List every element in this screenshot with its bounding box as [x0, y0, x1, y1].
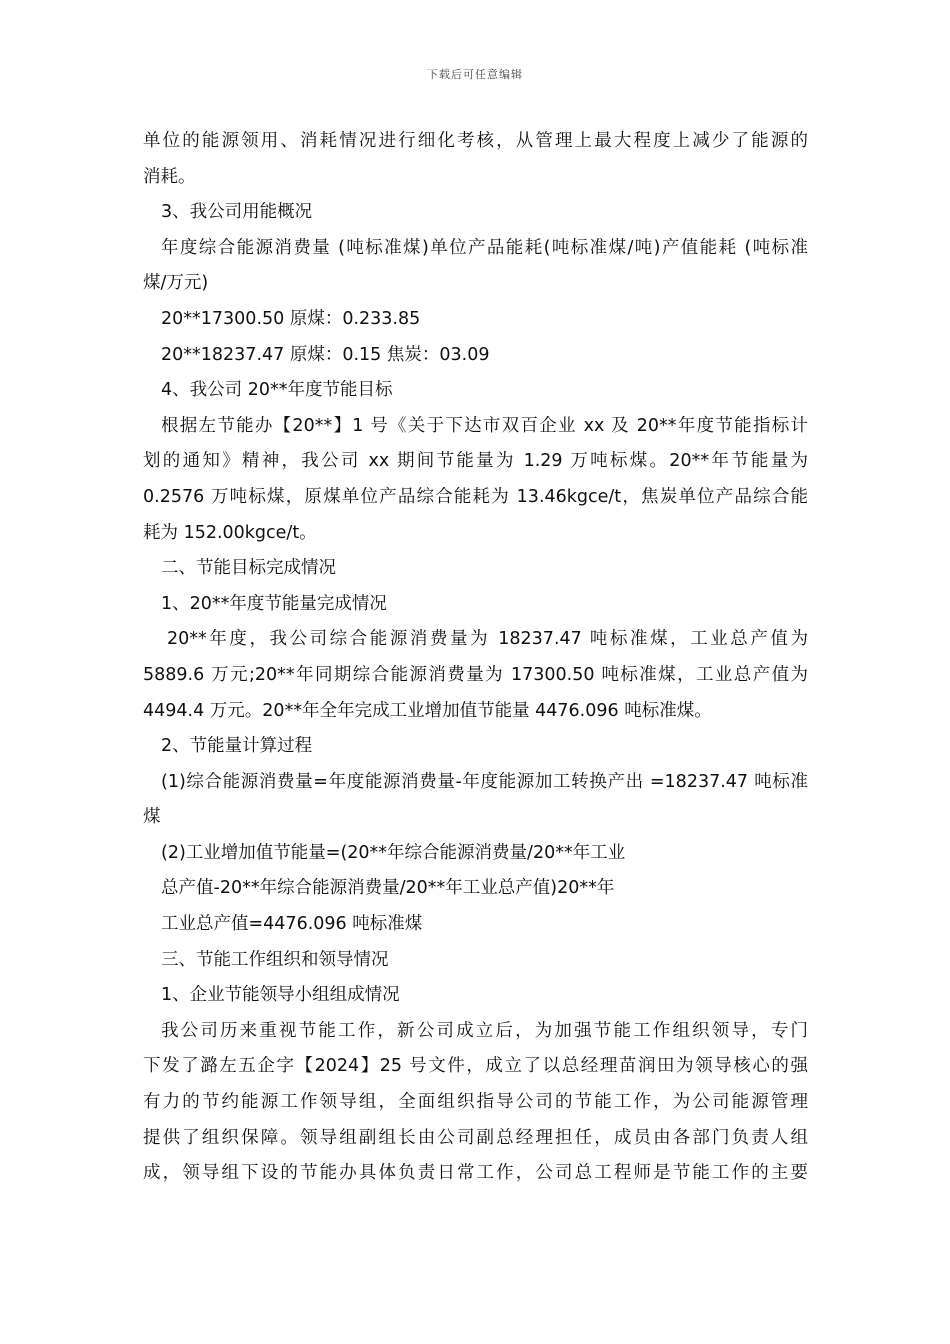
- text-line: 0.2576 万吨标煤，原煤单位产品综合能耗为 13.46kgce/t，焦炭单位产品综合能: [143, 486, 808, 507]
- text-line: 20**17300.50 原煤：0.233.85: [161, 308, 421, 329]
- text-line: 20**年度，我公司综合能源消费量为 18237.47 吨标准煤，工业总产值为: [167, 629, 808, 650]
- text-line: 年度综合能源消费量 (吨标准煤)单位产品能耗(吨标准煤/吨)产值能耗 (吨标准: [161, 237, 808, 258]
- text-line: 3、我公司用能概况: [161, 202, 313, 223]
- document-body: [143, 124, 808, 1192]
- text-line: 5889.6 万元;20**年同期综合能源消费量为 17300.50 吨标准煤，工业总产值为: [143, 664, 808, 685]
- text-line: 划的通知》精神，我公司 xx 期间节能量为 1.29 万吨标煤。20**年节能量为: [143, 451, 808, 472]
- text-line: 下发了潞左五企字【2024】25 号文件，成立了以总经理苗润田为领导核心的强: [143, 1056, 808, 1077]
- text-line: 成，领导组下设的节能办具体负责日常工作，公司总工程师是节能工作的主要: [143, 1163, 808, 1184]
- text-line: 根据左节能办【20**】1 号《关于下达市双百企业 xx 及 20**年度节能指标计: [161, 415, 808, 436]
- text-line: 20**18237.47 原煤：0.15 焦炭：03.09: [161, 344, 490, 365]
- text-line: 二、节能目标完成情况: [161, 558, 336, 579]
- text-line: (1)综合能源消费量=年度能源消费量-年度能源加工转换产出 =18237.47 吨标准: [161, 771, 808, 792]
- text-line: 1、企业节能领导小组组成情况: [161, 985, 400, 1006]
- text-line: 4、我公司 20**年度节能目标: [161, 380, 393, 401]
- text-line: 有力的节约能源工作领导组，全面组织指导公司的节能工作，为公司能源管理: [143, 1092, 808, 1113]
- text-line: 单位的能源领用、消耗情况进行细化考核，从管理上最大程度上减少了能源的: [143, 131, 808, 151]
- text-line: 1、20**年度节能量完成情况: [161, 593, 387, 614]
- text-line: 工业总产值=4476.096 吨标准煤: [161, 914, 423, 935]
- text-line: 我公司历来重视节能工作，新公司成立后，为加强节能工作组织领导，专门: [161, 1020, 808, 1041]
- text-line: 提供了组织保障。领导组副组长由公司副总经理担任，成员由各部门负责人组: [143, 1127, 808, 1148]
- text-line: 煤/万元): [143, 273, 209, 294]
- text-line: (2)工业增加值节能量=(20**年综合能源消费量/20**年工业: [161, 842, 626, 863]
- text-line: 总产值-20**年综合能源消费量/20**年工业总产值)20**年: [161, 878, 615, 899]
- text-line: 消耗。: [143, 166, 196, 187]
- text-line: 4494.4 万元。20**年全年完成工业增加值节能量 4476.096 吨标准煤。: [143, 700, 712, 721]
- page-header: 下载后可任意编辑: [427, 68, 523, 81]
- text-line: 2、节能量计算过程: [161, 736, 313, 757]
- text-line: 煤: [143, 807, 161, 828]
- text-line: 耗为 152.00kgce/t。: [143, 522, 317, 543]
- text-line: 三、节能工作组织和领导情况: [161, 949, 389, 970]
